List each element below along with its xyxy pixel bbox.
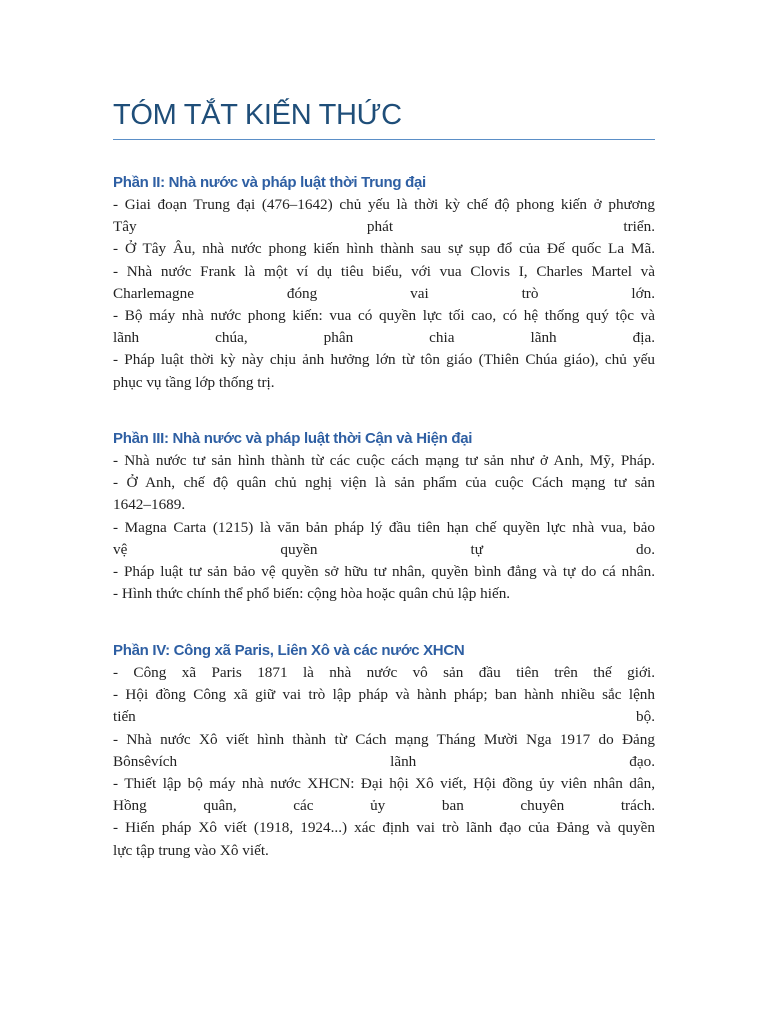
section-heading: Phần IV: Công xã Paris, Liên Xô và các nước XHCN xyxy=(113,642,465,659)
paragraph-line: - Hình thức chính thể phổ biến: cộng hòa hoặc quân chủ lập hiến. xyxy=(113,585,511,603)
paragraph-line: Bônsêvích lãnh đạo. xyxy=(113,752,655,770)
paragraph-line: - Pháp luật thời kỳ này chịu ảnh hưởng lớn từ tôn giáo (Thiên Chúa giáo), chủ yếu xyxy=(113,351,655,369)
title-underline xyxy=(113,139,655,140)
paragraph-line: - Ở Anh, chế độ quân chủ nghị viện là sản phẩm của cuộc Cách mạng tư sản xyxy=(113,474,655,492)
section-part-3 xyxy=(113,427,655,605)
paragraph-line: - Magna Carta (1215) là văn bản pháp lý đầu tiên hạn chế quyền lực nhà vua, bảo xyxy=(113,518,655,536)
paragraph-line: tiến bộ. xyxy=(113,708,655,726)
paragraph-line: lãnh chúa, phân chia lãnh địa. xyxy=(113,329,655,347)
paragraph-line: - Công xã Paris 1871 là nhà nước vô sản đầu tiên trên thế giới. xyxy=(113,664,655,681)
section-part-4 xyxy=(113,639,655,862)
paragraph-line: - Giai đoạn Trung đại (476–1642) chủ yếu là thời kỳ chế độ phong kiến ở phương xyxy=(113,196,655,213)
page-title: TÓM TẮT KIẾN THỨC xyxy=(113,99,402,131)
paragraph-line: phục vụ tầng lớp thống trị. xyxy=(113,373,275,391)
paragraph-line: - Nhà nước Xô viết hình thành từ Cách mạng Tháng Mười Nga 1917 do Đảng xyxy=(113,730,655,748)
paragraph-line: - Pháp luật tư sản bảo vệ quyền sở hữu tư nhân, quyền bình đẳng và tự do cá nhân. xyxy=(113,562,655,580)
paragraph-line: Hồng quân, các ủy ban chuyên trách. xyxy=(113,797,655,815)
paragraph-line: lực tập trung vào Xô viết. xyxy=(113,841,269,859)
paragraph-line: vệ quyền tự do. xyxy=(113,540,655,558)
paragraph-line: Charlemagne đóng vai trò lớn. xyxy=(113,284,655,302)
paragraph-line: Tây phát triển. xyxy=(113,218,655,236)
paragraph-line: - Bộ máy nhà nước phong kiến: vua có quyền lực tối cao, có hệ thống quý tộc và xyxy=(113,306,655,324)
paragraph-line: - Ở Tây Âu, nhà nước phong kiến hình thành sau sự sụp đổ của Đế quốc La Mã. xyxy=(113,240,655,258)
paragraph-line: - Thiết lập bộ máy nhà nước XHCN: Đại hội Xô viết, Hội đồng ủy viên nhân dân, xyxy=(113,774,655,792)
section-heading: Phần III: Nhà nước và pháp luật thời Cận và Hiện đại xyxy=(113,430,473,447)
paragraph-line: 1642–1689. xyxy=(113,496,186,514)
paragraph-line: - Nhà nước tư sản hình thành từ các cuộc cách mạng tư sản như ở Anh, Mỹ, Pháp. xyxy=(113,452,655,469)
paragraph-line: - Hiến pháp Xô viết (1918, 1924...) xác định vai trò lãnh đạo của Đảng và quyền xyxy=(113,819,655,837)
paragraph-line: - Nhà nước Frank là một ví dụ tiêu biểu, với vua Clovis I, Charles Martel và xyxy=(113,262,655,280)
paragraph-line: - Hội đồng Công xã giữ vai trò lập pháp và hành pháp; ban hành nhiều sắc lệnh xyxy=(113,686,655,704)
section-part-2 xyxy=(113,171,655,394)
section-heading: Phần II: Nhà nước và pháp luật thời Trung đại xyxy=(113,174,426,191)
